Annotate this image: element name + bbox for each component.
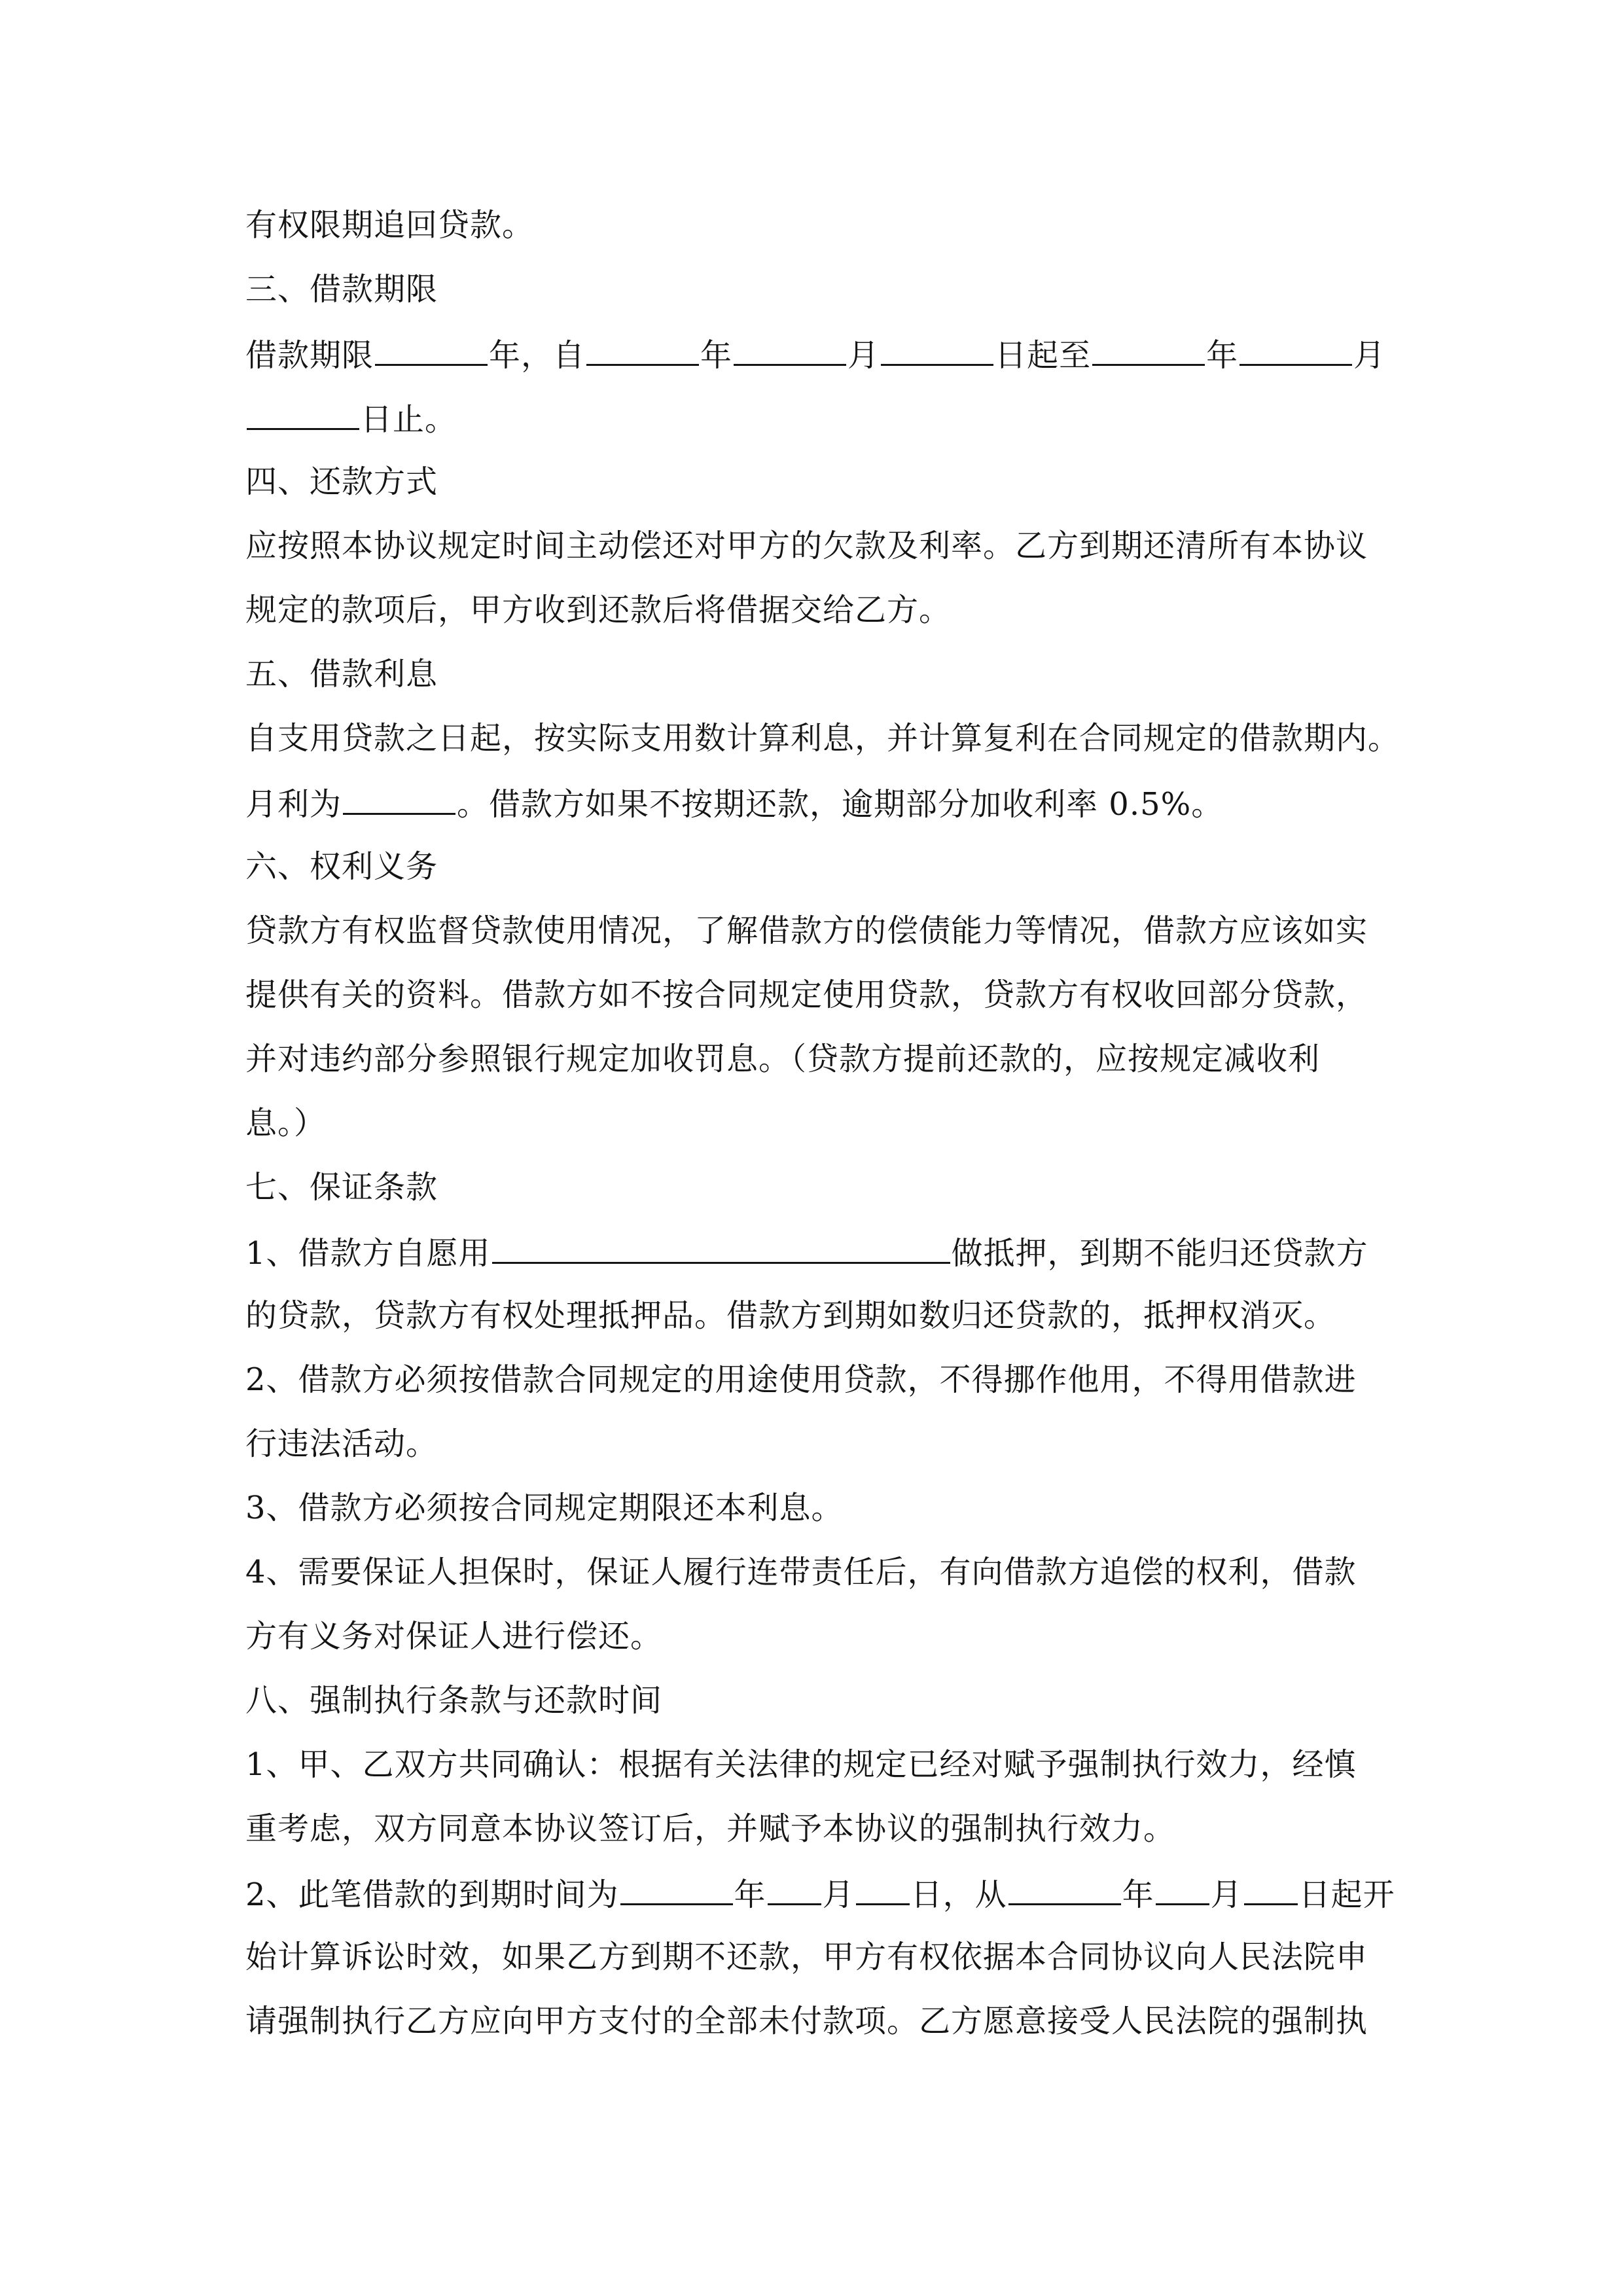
text-segment: 日起至 [995,337,1092,374]
text-segment: 年 [734,1876,766,1913]
fill-blank [1092,332,1205,366]
fill-blank [1156,1872,1209,1905]
text-segment: 月 [1210,1876,1243,1913]
section-heading-guarantee: 七、保证条款 [245,1169,438,1206]
text-line: 并对违约部分参照银行规定加收罚息。（贷款方提前还款的，应按规定减收利 [245,1041,1321,1077]
text-segment: 月 [847,337,880,374]
text-line: 的贷款，贷款方有权处理抵押品。借款方到期如数归还贷款的，抵押权消灭。 [245,1297,1336,1334]
text-line: 4、需要保证人担保时，保证人履行连带责任后，有向借款方追偿的权利，借款 [245,1554,1357,1590]
fill-blank [768,1872,821,1905]
text-segment: 月利为 [245,786,342,823]
due-date-line [245,1872,1395,1916]
text-segment: 日，从 [910,1876,1007,1913]
text-line: 3、借款方必须按合同规定期限还本利息。 [245,1490,844,1526]
text-line: 自支用贷款之日起，按实际支用数计算利息，并计算复利在合同规定的借款期内。 [245,720,1400,757]
text-segment: 1、借款方自愿用 [245,1235,491,1272]
text-segment: 月 [1353,337,1386,374]
text-segment: 年 [700,337,733,374]
text-line: 2、借款方必须按借款合同规定的用途使用贷款，不得挪作他用，不得用借款进 [245,1361,1357,1398]
text-segment: 年 [1206,337,1239,374]
text-line: 息。） [245,1105,327,1141]
fill-blank [492,1230,950,1264]
text-line: 方有义务对保证人进行偿还。 [245,1618,663,1655]
loan-term-end-line [245,397,1384,440]
text-line: 提供有关的资料。借款方如不按合同规定使用贷款，贷款方有权收回部分贷款， [245,977,1368,1013]
section-heading-repayment: 四、还款方式 [245,463,438,500]
text-line: 有权限期追回贷款。 [245,207,535,243]
text-segment: 日止。 [361,401,457,438]
text-segment: 年 [1122,1876,1154,1913]
fill-blank [247,397,359,430]
fill-blank [343,781,455,815]
text-line: 重考虑，双方同意本协议签订后，并赋予本协议的强制执行效力。 [245,1810,1176,1847]
fill-blank [586,332,699,366]
fill-blank [375,332,488,366]
text-line: 始计算诉讼时效，如果乙方到期不还款，甲方有权依据本合同协议向人民法院申 [245,1939,1368,1975]
section-heading-loan-term: 三、借款期限 [245,271,438,308]
text-segment: 2、此笔借款的到期时间为 [245,1876,619,1913]
text-line: 规定的款项后，甲方收到还款后将借据交给乙方。 [245,592,952,628]
text-segment: 年，自 [489,337,586,374]
section-heading-interest: 五、借款利息 [245,656,438,692]
fill-blank [856,1872,910,1905]
text-segment: 借款期限 [245,337,374,374]
fill-blank [1244,1872,1298,1905]
text-line: 应按照本协议规定时间主动偿还对甲方的欠款及利率。乙方到期还清所有本协议 [245,528,1368,564]
fill-blank [1008,1872,1121,1905]
fill-blank [620,1872,733,1905]
text-segment: 做抵押，到期不能归还贷款方 [951,1235,1368,1272]
text-segment: 日起开 [1298,1876,1395,1913]
text-line: 1、甲、乙双方共同确认：根据有关法律的规定已经对赋予强制执行效力，经慎 [245,1746,1357,1783]
text-segment: 。借款方如果不按期还款，逾期部分加收利率 0.5%。 [457,786,1224,823]
text-line: 贷款方有权监督贷款使用情况，了解借款方的偿债能力等情况，借款方应该如实 [245,912,1368,949]
collateral-line [245,1230,1384,1274]
fill-blank [1240,332,1352,366]
fill-blank [881,332,993,366]
section-heading-enforcement: 八、强制执行条款与还款时间 [245,1682,663,1719]
text-segment: 月 [822,1876,855,1913]
loan-term-line [245,332,1384,376]
fill-blank [734,332,846,366]
text-line: 请强制执行乙方应向甲方支付的全部未付款项。乙方愿意接受人民法院的强制执 [245,2003,1368,2039]
text-line: 行违法活动。 [245,1426,438,1462]
monthly-rate-line [245,781,1384,825]
section-heading-rights: 六、权利义务 [245,848,438,885]
